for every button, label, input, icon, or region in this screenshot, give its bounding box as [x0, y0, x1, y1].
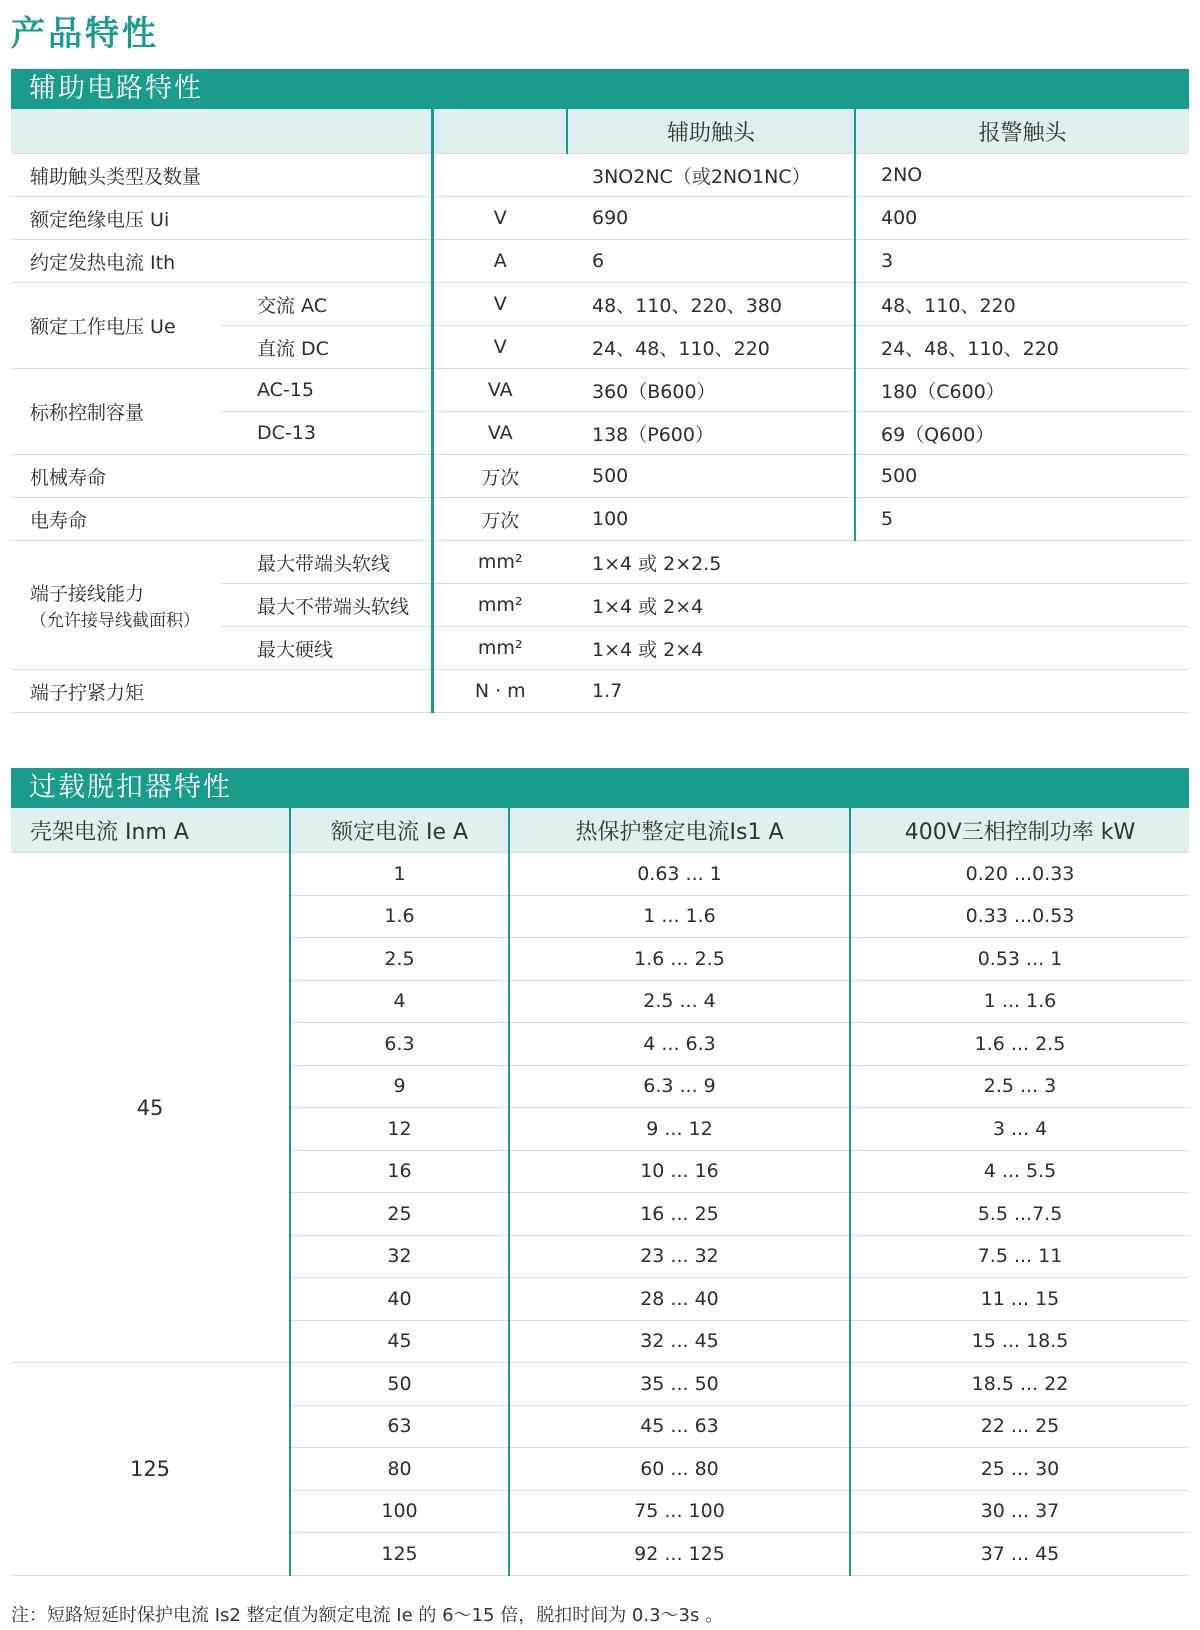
thermal-setting-cell: 6.3 ... 9	[509, 1065, 850, 1108]
control-power-cell: 2.5 ... 3	[850, 1065, 1189, 1108]
header-thermal-setting: 热保护整定电流Is1 A	[509, 808, 850, 853]
control-power-cell: 7.5 ... 11	[850, 1235, 1189, 1278]
rated-current-cell: 100	[290, 1490, 509, 1533]
row-label: 机械寿命	[11, 455, 432, 498]
thermal-setting-cell: 75 ... 100	[509, 1490, 850, 1533]
row-unit: 万次	[432, 455, 567, 498]
row-unit: V	[432, 197, 567, 240]
overload-section-title: 过载脱扣器特性	[29, 772, 232, 803]
overload-header-row	[11, 808, 1189, 853]
header-aux-contact: 辅助触头	[567, 109, 855, 154]
rated-current-cell: 4	[290, 980, 509, 1023]
row-label	[11, 541, 221, 670]
rated-current-cell: 12	[290, 1108, 509, 1151]
control-power-cell: 0.53 ... 1	[850, 938, 1189, 981]
thermal-setting-cell: 28 ... 40	[509, 1278, 850, 1321]
thermal-setting-cell: 1.6 ... 2.5	[509, 938, 850, 981]
wiring-value: 1×4 或 2×4	[567, 584, 1189, 627]
table-row	[11, 369, 1189, 412]
aux-value: 500	[567, 455, 855, 498]
control-power-cell: 1.6 ... 2.5	[850, 1023, 1189, 1066]
row-label: 标称控制容量	[11, 369, 221, 455]
table-row	[11, 541, 1189, 584]
row-sublabel: DC-13	[221, 412, 432, 455]
page-title: 产品特性	[11, 14, 159, 54]
thermal-setting-cell: 10 ... 16	[509, 1150, 850, 1193]
row-sublabel: 最大带端头软线	[221, 541, 432, 584]
frame-current-cell: 45	[11, 853, 290, 1363]
row-sublabel: 最大不带端头软线	[221, 584, 432, 627]
rated-current-cell: 2.5	[290, 938, 509, 981]
row-label: 电寿命	[11, 498, 432, 541]
alarm-value: 3	[855, 240, 1189, 283]
rated-current-cell: 32	[290, 1235, 509, 1278]
alarm-value: 180（C600）	[855, 369, 1189, 412]
rated-current-cell: 1	[290, 853, 509, 896]
rated-current-cell: 45	[290, 1320, 509, 1363]
control-power-cell: 1 ... 1.6	[850, 980, 1189, 1023]
row-unit: VA	[432, 369, 567, 412]
row-sublabel: 最大硬线	[221, 627, 432, 670]
rated-current-cell: 125	[290, 1533, 509, 1576]
control-power-cell: 0.20 ...0.33	[850, 853, 1189, 896]
wiring-value: 1×4 或 2×4	[567, 627, 1189, 670]
rated-current-cell: 80	[290, 1448, 509, 1491]
row-unit: VA	[432, 412, 567, 455]
alarm-value: 24、48、110、220	[855, 326, 1189, 369]
thermal-setting-cell: 2.5 ... 4	[509, 980, 850, 1023]
wiring-sublabel: （允许接导线截面积）	[30, 611, 200, 631]
alarm-value: 69（Q600）	[855, 412, 1189, 455]
row-label: 额定工作电压 Ue	[11, 283, 221, 369]
aux-value: 138（P600）	[567, 412, 855, 455]
header-rated-current: 额定电流 Ie A	[290, 808, 509, 853]
alarm-value: 2NO	[855, 154, 1189, 197]
overload-table	[11, 808, 1189, 1576]
header-frame-current: 壳架电流 Inm A	[11, 808, 290, 853]
row-unit: mm²	[432, 541, 567, 584]
thermal-setting-cell: 23 ... 32	[509, 1235, 850, 1278]
table-row	[11, 1363, 1189, 1406]
table-row	[11, 670, 1189, 713]
row-unit: V	[432, 283, 567, 326]
thermal-setting-cell: 4 ... 6.3	[509, 1023, 850, 1066]
table-row	[11, 498, 1189, 541]
control-power-cell: 15 ... 18.5	[850, 1320, 1189, 1363]
row-label: 辅助触头类型及数量	[11, 154, 432, 197]
aux-value: 6	[567, 240, 855, 283]
aux-value: 100	[567, 498, 855, 541]
frame-current-cell: 125	[11, 1363, 290, 1576]
header-control-power: 400V三相控制功率 kW	[850, 808, 1189, 853]
row-sublabel: 交流 AC	[221, 283, 432, 326]
aux-value: 48、110、220、380	[567, 283, 855, 326]
row-unit: V	[432, 326, 567, 369]
control-power-cell: 25 ... 30	[850, 1448, 1189, 1491]
row-label: 约定发热电流 Ith	[11, 240, 432, 283]
control-power-cell: 3 ... 4	[850, 1108, 1189, 1151]
aux-section-header	[11, 69, 1189, 109]
control-power-cell: 37 ... 45	[850, 1533, 1189, 1576]
row-label: 端子拧紧力矩	[11, 670, 432, 713]
thermal-setting-cell: 60 ... 80	[509, 1448, 850, 1491]
row-sublabel: 直流 DC	[221, 326, 432, 369]
aux-value: 690	[567, 197, 855, 240]
row-unit: mm²	[432, 627, 567, 670]
rated-current-cell: 16	[290, 1150, 509, 1193]
table-row	[11, 283, 1189, 326]
table-row	[11, 240, 1189, 283]
aux-value: 24、48、110、220	[567, 326, 855, 369]
table-row	[11, 455, 1189, 498]
header-unit-blank	[432, 109, 567, 154]
overload-section-header	[11, 768, 1189, 808]
thermal-setting-cell: 35 ... 50	[509, 1363, 850, 1406]
row-sublabel: AC-15	[221, 369, 432, 412]
rated-current-cell: 50	[290, 1363, 509, 1406]
row-unit: A	[432, 240, 567, 283]
control-power-cell: 0.33 ...0.53	[850, 895, 1189, 938]
thermal-setting-cell: 9 ... 12	[509, 1108, 850, 1151]
control-power-cell: 11 ... 15	[850, 1278, 1189, 1321]
table-row	[11, 853, 1189, 896]
table-row	[11, 154, 1189, 197]
alarm-value: 48、110、220	[855, 283, 1189, 326]
wiring-value: 1×4 或 2×2.5	[567, 541, 1189, 584]
wiring-label: 端子接线能力	[30, 583, 145, 605]
rated-current-cell: 25	[290, 1193, 509, 1236]
row-unit: N · m	[432, 670, 567, 713]
aux-section-title: 辅助电路特性	[29, 73, 203, 104]
thermal-setting-cell: 45 ... 63	[509, 1405, 850, 1448]
alarm-value: 400	[855, 197, 1189, 240]
rated-current-cell: 9	[290, 1065, 509, 1108]
rated-current-cell: 6.3	[290, 1023, 509, 1066]
table-row	[11, 197, 1189, 240]
thermal-setting-cell: 92 ... 125	[509, 1533, 850, 1576]
control-power-cell: 5.5 ...7.5	[850, 1193, 1189, 1236]
control-power-cell: 4 ... 5.5	[850, 1150, 1189, 1193]
rated-current-cell: 63	[290, 1405, 509, 1448]
thermal-setting-cell: 16 ... 25	[509, 1193, 850, 1236]
control-power-cell: 22 ... 25	[850, 1405, 1189, 1448]
aux-value: 360（B600）	[567, 369, 855, 412]
aux-value: 3NO2NC（或2NO1NC）	[567, 154, 855, 197]
control-power-cell: 18.5 ... 22	[850, 1363, 1189, 1406]
thermal-setting-cell: 0.63 ... 1	[509, 853, 850, 896]
row-label: 额定绝缘电压 Ui	[11, 197, 432, 240]
aux-header-row	[11, 109, 1189, 154]
alarm-value: 500	[855, 455, 1189, 498]
torque-value: 1.7	[567, 670, 1189, 713]
header-alarm-contact: 报警触头	[855, 109, 1189, 154]
row-unit: mm²	[432, 584, 567, 627]
rated-current-cell: 1.6	[290, 895, 509, 938]
footnote: 注：短路短延时保护电流 Is2 整定值为额定电流 Ie 的 6～15 倍，脱扣时间为 0.3～3s 。	[11, 1605, 724, 1626]
rated-current-cell: 40	[290, 1278, 509, 1321]
alarm-value: 5	[855, 498, 1189, 541]
thermal-setting-cell: 1 ... 1.6	[509, 895, 850, 938]
control-power-cell: 30 ... 37	[850, 1490, 1189, 1533]
header-blank	[11, 109, 432, 154]
aux-circuit-table	[11, 109, 1189, 713]
row-unit: 万次	[432, 498, 567, 541]
row-unit	[432, 154, 567, 197]
thermal-setting-cell: 32 ... 45	[509, 1320, 850, 1363]
